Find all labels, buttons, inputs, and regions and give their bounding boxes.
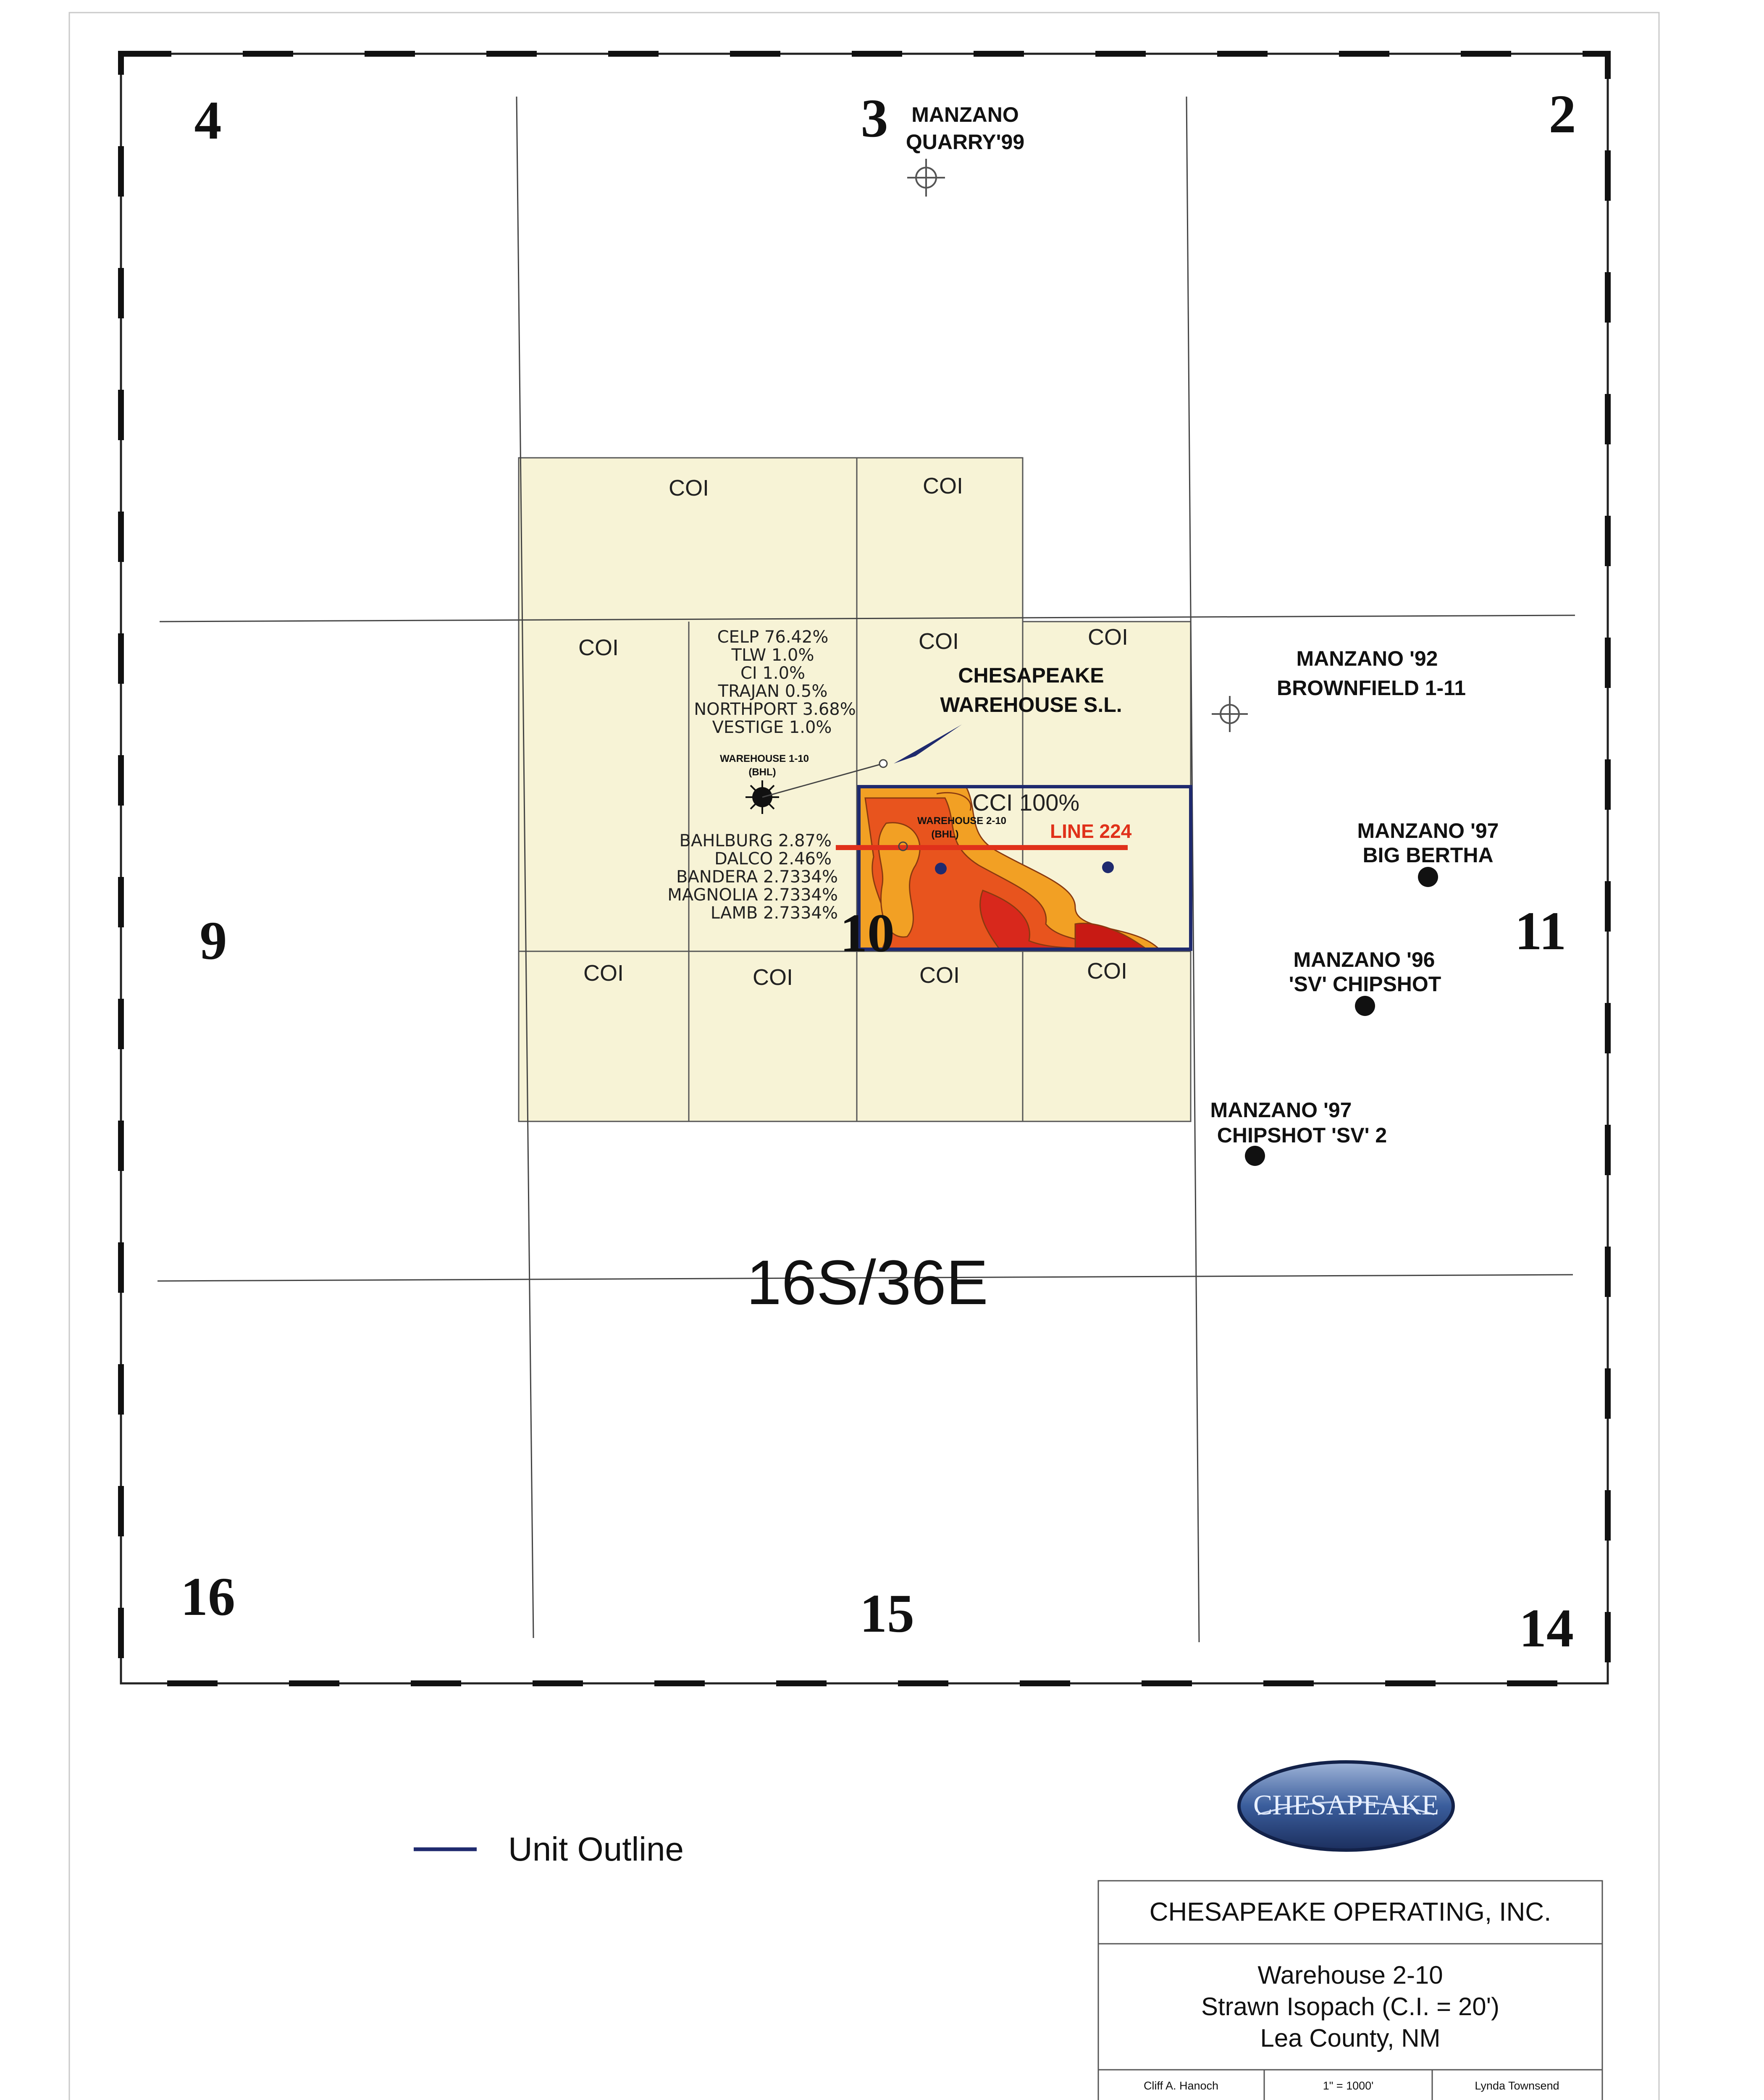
well-label-quarry-2: QUARRY'99 <box>906 130 1025 154</box>
township-range-label: 16S/36E <box>746 1247 988 1318</box>
seismic-line-label: LINE 224 <box>1050 820 1132 842</box>
section-number: 11 <box>1515 901 1567 961</box>
title-block-company: CHESAPEAKE OPERATING, INC. <box>1149 1898 1551 1927</box>
title-block-title-line: Lea County, NM <box>1260 2024 1441 2052</box>
well-label-big-bertha: MANZANO '97 <box>1357 819 1499 843</box>
well-label-chipshot2: MANZANO '97 <box>1210 1098 1352 1122</box>
proposed-location-label: CHESAPEAKE <box>958 664 1104 687</box>
coi-label: COI <box>752 965 793 990</box>
ownership-entry: MAGNOLIA 2.7334% <box>667 885 838 905</box>
ownership-entry: LAMB 2.7334% <box>710 903 838 923</box>
well-label-brownfield: MANZANO '92 <box>1296 647 1438 670</box>
section-number: 9 <box>200 911 227 971</box>
unit-interest-label: CCI 100% <box>972 789 1080 816</box>
well-label-chipshot: MANZANO '96 <box>1293 948 1435 971</box>
coi-label: COI <box>922 473 963 499</box>
ownership-entry: BAHLBURG 2.87% <box>679 831 832 850</box>
coi-label: COI <box>578 635 619 660</box>
ownership-entry: VESTIGE 1.0% <box>712 718 832 737</box>
title-block-title-line: Warehouse 2-10 <box>1257 1961 1443 1989</box>
ownership-entry: DALCO 2.46% <box>714 849 832 869</box>
lease-area <box>519 458 1191 1121</box>
section-number: 10 <box>840 903 895 963</box>
ownership-entry: TRAJAN 0.5% <box>718 682 828 701</box>
section-number: 16 <box>181 1567 235 1627</box>
section-number: 2 <box>1549 84 1576 144</box>
section-number: 4 <box>194 90 222 151</box>
well-big-bertha[interactable] <box>1418 867 1438 887</box>
ownership-entry: TLW 1.0% <box>731 646 814 665</box>
well-warehouse-2-10-bhl[interactable] <box>935 863 947 874</box>
well-label-quarry: MANZANO <box>911 103 1019 126</box>
logo-wordmark: CHESAPEAKE <box>1253 1789 1439 1821</box>
section-number: 3 <box>861 88 888 149</box>
title-block <box>1098 1881 1602 2100</box>
coi-label: COI <box>668 475 709 501</box>
ownership-entry: BANDERA 2.7334% <box>676 867 838 887</box>
well-quarry-99[interactable] <box>907 159 945 197</box>
ownership-entry: CI 1.0% <box>740 664 806 683</box>
legend-unit-outline-label: Unit Outline <box>508 1830 684 1868</box>
title-block-landman: Lynda Townsend <box>1475 2079 1559 2092</box>
well-label-chipshot-2: 'SV' CHIPSHOT <box>1289 972 1441 996</box>
well-brownfield-1-11[interactable] <box>1212 696 1248 732</box>
title-block-title-line: Strawn Isopach (C.I. = 20') <box>1201 1992 1500 2021</box>
coi-label: COI <box>1087 625 1129 650</box>
chesapeake-logo <box>1239 1762 1453 1850</box>
coi-label: COI <box>919 963 960 988</box>
well-label-warehouse-1-10-bhl: (BHL) <box>748 766 776 778</box>
title-block-geologist: Cliff A. Hanoch <box>1143 2079 1219 2092</box>
proposed-location-label-2: WAREHOUSE S.L. <box>940 693 1122 717</box>
well-sv-chipshot[interactable] <box>1355 996 1375 1016</box>
well-label-brownfield-2: BROWNFIELD 1-11 <box>1276 676 1466 700</box>
title-block-scale: 1" = 1000' <box>1323 2079 1374 2092</box>
coi-label: COI <box>918 629 959 654</box>
well-label-big-bertha-2: BIG BERTHA <box>1362 843 1494 867</box>
coi-label: COI <box>583 961 624 986</box>
section-number: 15 <box>860 1583 914 1644</box>
well-label-warehouse-2-10: WAREHOUSE 2-10 <box>917 815 1007 827</box>
unit-well-dot[interactable] <box>1102 861 1114 873</box>
well-chipshot-sv-2[interactable] <box>1245 1146 1265 1166</box>
coi-label: COI <box>1087 958 1128 984</box>
well-label-warehouse-1-10: WAREHOUSE 1-10 <box>719 753 809 764</box>
well-label-chipshot2-2: CHIPSHOT 'SV' 2 <box>1217 1124 1387 1147</box>
section-number: 14 <box>1519 1598 1574 1659</box>
well-label-warehouse-2-10-bhl: (BHL) <box>931 829 959 840</box>
ownership-entry: NORTHPORT 3.68% <box>694 700 856 719</box>
ownership-entry: CELP 76.42% <box>717 627 829 647</box>
